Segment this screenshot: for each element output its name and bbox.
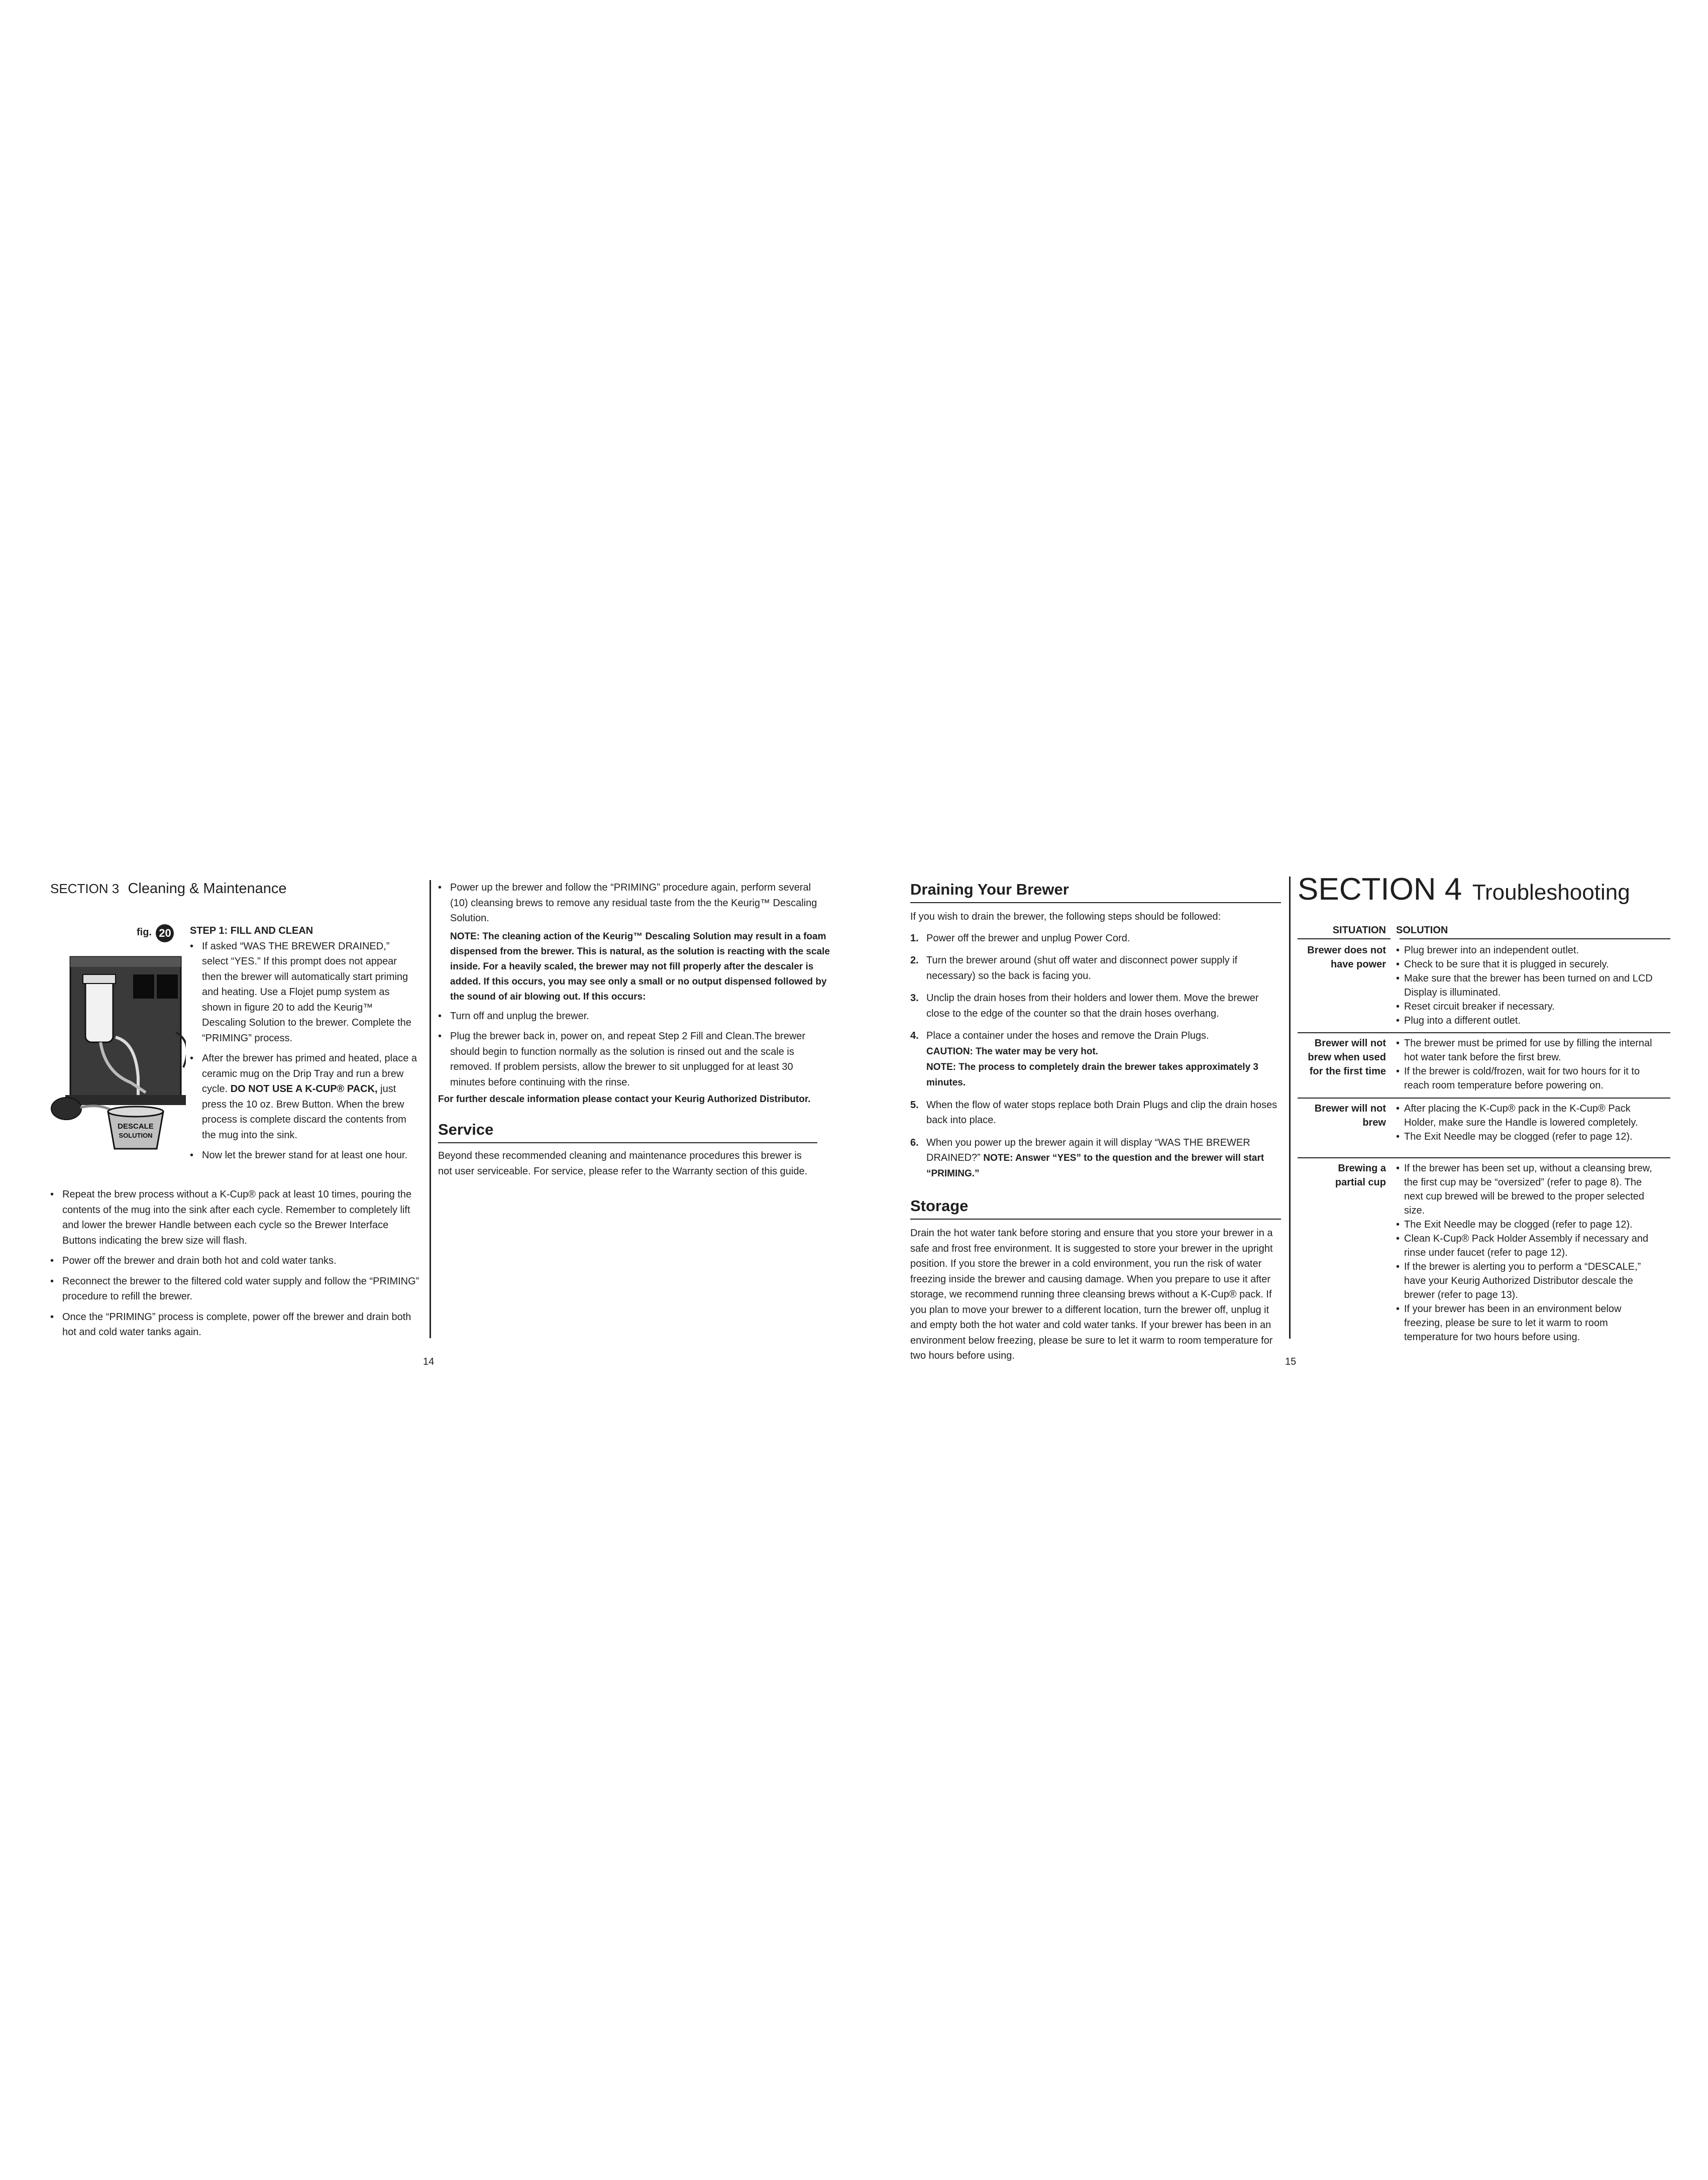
left-main-bullets-block xyxy=(50,1187,419,1345)
draining-heading: Draining Your Brewer xyxy=(910,881,1069,898)
drain-port-right xyxy=(157,974,178,999)
draining-step: 4. Place a container under the hoses and remove the Drain Plugs. CAUTION: The water may be very hot. NOTE: The process to completely drain the brewer takes approximately 3 minutes. xyxy=(910,1030,1258,1088)
list-item: • Plug the brewer back in, power on, and repeat Step 2 Fill and Clean.The brewer should begin to function normally as the solution is rinsed out and the scale is removed. If problem persists, allow the brewer to sit unplugged for at least 30 minutes before continuing with the rinse. xyxy=(438,1029,830,1090)
step1-bullets xyxy=(190,939,418,1163)
bucket-text-line1: DESCALE xyxy=(118,1122,154,1131)
filter-cap xyxy=(83,974,116,984)
service-rule xyxy=(438,1142,817,1143)
service-body: Beyond these recommended cleaning and maintenance procedures this brewer is not user serviceable. For service, please refer to the Warranty section of this guide. xyxy=(438,1150,808,1177)
storage-rule xyxy=(910,1219,1281,1220)
service-heading: Service xyxy=(438,1121,494,1138)
column-header-situation: SITUATION xyxy=(1332,925,1386,936)
table-header-rule-situation xyxy=(1298,938,1391,939)
left-page-header xyxy=(50,880,286,897)
descale-note: NOTE: The cleaning action of the Keurig™ Descaling Solution may result in a foam dispensed from the brewer. This is natural, as the solution is reacting with the scale inside. For a heavily scaled, the brewer may not fill properly after the descaler is added. If this occurs, you may see only a small or no output dispensed followed by the sound of air blowing out. If this occurs: xyxy=(450,931,830,1002)
section-title: Troubleshooting xyxy=(1472,880,1630,905)
list-item: • Power up the brewer and follow the “PRIMING” procedure again, perform several (10) cleansing brews to remove any residual taste from the the Keurig™ Descaling Solution. xyxy=(438,880,830,926)
solution-cell: • Plug brewer into an independent outlet. • Check to be sure that it is plugged in securely. • Make sure that the brewer has been turned on and LCD Display is illuminated. • Reset circuit breaker if necessary. • Plug into a different outlet. xyxy=(1396,943,1660,1028)
draining-step: 2. Turn the brewer around (shut off water and disconnect power supply if necessary) so the back is facing you. xyxy=(910,955,1238,982)
list-item: • Power off the brewer and drain both hot and cold water tanks. xyxy=(50,1253,419,1269)
troubleshooting-header xyxy=(1298,871,1630,908)
solution-cell: • After placing the K-Cup® pack in the K-Cup® Pack Holder, make sure the Handle is lowered completely. • The Exit Needle may be clogged (refer to page 12). xyxy=(1396,1102,1660,1144)
left-col2 xyxy=(438,880,830,1179)
drain-note: NOTE: The process to completely drain the brewer takes approximately 3 minutes. xyxy=(926,1061,1258,1088)
step1-bullet: • If asked “WAS THE BREWER DRAINED,” select “YES.” If this prompt does not appear then the brewer will automatically start priming and heating. Use a Flojet pump system as shown in figure 20 to add the Keurig™ Descaling Solution to the brewer. Complete the “PRIMING” process. xyxy=(190,939,418,1046)
draining-intro: If you wish to drain the brewer, the following steps should be followed: xyxy=(910,911,1221,922)
list-item: • Reconnect the brewer to the filtered cold water supply and follow the “PRIMING” procedure to refill the brewer. xyxy=(50,1274,419,1304)
right-col1 xyxy=(910,880,1282,1364)
column-divider-right xyxy=(1289,877,1291,1339)
table-header-rule-solution xyxy=(1400,938,1670,939)
troubleshooting-table-header xyxy=(1293,923,1660,940)
brewer-top-panel xyxy=(70,957,181,967)
storage-body: Drain the hot water tank before storing and ensure that you store your brewer in a safe and frost free environment. It is suggested to store your brewer in the upright position. If you store the brewer in a cold environment, you run the risk of water freezing inside the brewer and causing damage. When you prepare to use it after storage, we recommend running three cleansing brews without a K-Cup® pack. If you plan to move your brewer to a different location, turn the brewer off, unplug it and empty both the hot water and cold water tanks. If your brewer has been in an environment below freezing, please be sure to let it warm to room temperature for two hours before using. xyxy=(910,1228,1273,1361)
step1-title: STEP 1: FILL AND CLEAN xyxy=(190,925,313,936)
step1-bullet: • After the brewer has primed and heated, place a ceramic mug on the Drip Tray and run a brew cycle. DO NOT USE A K-CUP® PACK, just press the 10 oz. Brew Button. When the brew process is complete discard the contents from the mug into the sink. xyxy=(190,1051,418,1143)
flojet-pump xyxy=(51,1098,81,1120)
brewer-illustration xyxy=(50,952,186,1153)
page-number-14: 14 xyxy=(423,1356,435,1367)
step1-bullet: • Now let the brewer stand for at least one hour. xyxy=(190,1148,418,1163)
bucket-text-line2: SOLUTION xyxy=(119,1132,153,1139)
situation-cell: Brewer will not brew when used for the first time xyxy=(1308,1038,1386,1077)
situation-cell: Brewer does not have power xyxy=(1307,945,1386,970)
row-divider xyxy=(1298,1032,1670,1033)
figure-label: fig. 20 xyxy=(137,924,174,942)
storage-heading: Storage xyxy=(910,1197,969,1215)
further-info: For further descale information please contact your Keurig Authorized Distributor. xyxy=(438,1094,811,1105)
list-item: • Repeat the brew process without a K-Cup® pack at least 10 times, pouring the contents of the mug into the sink after each cycle. Remember to completely lift and lower the brewer Handle between each cycle so the Brewer Interface Buttons indicating the brew size will flash. xyxy=(50,1187,419,1248)
draining-step: 5. When the flow of water stops replace both Drain Plugs and clip the drain hoses back into place. xyxy=(910,1099,1277,1126)
row-divider xyxy=(1298,1098,1670,1099)
column-divider-left xyxy=(430,880,431,1338)
solution-cell: • If the brewer has been set up, without a cleansing brew, the first cup may be “oversized” (refer to page 8). The next cup brewed will be brewed to the proper selected size. • The Exit Needle may be clogged (refer to page 12). • Clean K-Cup® Pack Holder Assembly if necessary and rinse under faucet (refer to page 12). • If the brewer is alerting you to perform a “DESCALE,” have your Keurig Authorized Distributor descale the brewer (refer to page 13). • If your brewer has been in an environment below freezing, please be sure to let it warm to room temperature for two hours before using. xyxy=(1396,1161,1660,1344)
step1-block xyxy=(190,923,418,1168)
row-divider xyxy=(1298,1157,1670,1158)
draining-step: 3. Unclip the drain hoses from their holders and lower them. Move the brewer close to the edge of the counter so that the drain hoses overhang. xyxy=(910,993,1259,1019)
left-main-bullets xyxy=(50,1187,419,1340)
list-item: • Turn off and unplug the brewer. xyxy=(438,1009,830,1024)
brewer-base xyxy=(65,1095,186,1105)
section-label: SECTION 3 xyxy=(50,881,120,896)
col2-first-bullet xyxy=(438,880,830,926)
section-title: Cleaning & Maintenance xyxy=(128,881,287,897)
drain-port-left xyxy=(133,974,154,999)
priming-note: NOTE: Answer “YES” to the question and the brewer will start “PRIMING.” xyxy=(926,1153,1264,1179)
situation-cell: Brewer will not brew xyxy=(1314,1103,1386,1128)
situation-cell: Brewing a partial cup xyxy=(1335,1163,1386,1188)
draining-step: 6. When you power up the brewer again it will display “WAS THE BREWER DRAINED?” NOTE: Answer “YES” to the question and the brewer will start “PRIMING.” xyxy=(910,1137,1264,1179)
section-label: SECTION 4 xyxy=(1298,872,1462,907)
page-number-15: 15 xyxy=(1285,1356,1297,1367)
filter-cartridge xyxy=(85,977,113,1042)
figure-number-badge: 20 xyxy=(156,924,174,942)
list-item: • Once the “PRIMING” process is complete, power off the brewer and drain both hot and cold water tanks again. xyxy=(50,1310,419,1340)
solution-cell: • The brewer must be primed for use by filling the internal hot water tank before the first brew. • If the brewer is cold/frozen, wait for two hours for it to reach room temperature before powering on. xyxy=(1396,1036,1660,1093)
draining-steps xyxy=(910,931,1282,1182)
draining-step: 1. Power off the brewer and unplug Power Cord. xyxy=(910,932,1130,944)
column-header-solution: SOLUTION xyxy=(1396,925,1448,936)
draining-rule xyxy=(910,902,1281,903)
caution-text: CAUTION: The water may be very hot. xyxy=(926,1046,1099,1057)
col2-bullets xyxy=(438,1009,830,1091)
